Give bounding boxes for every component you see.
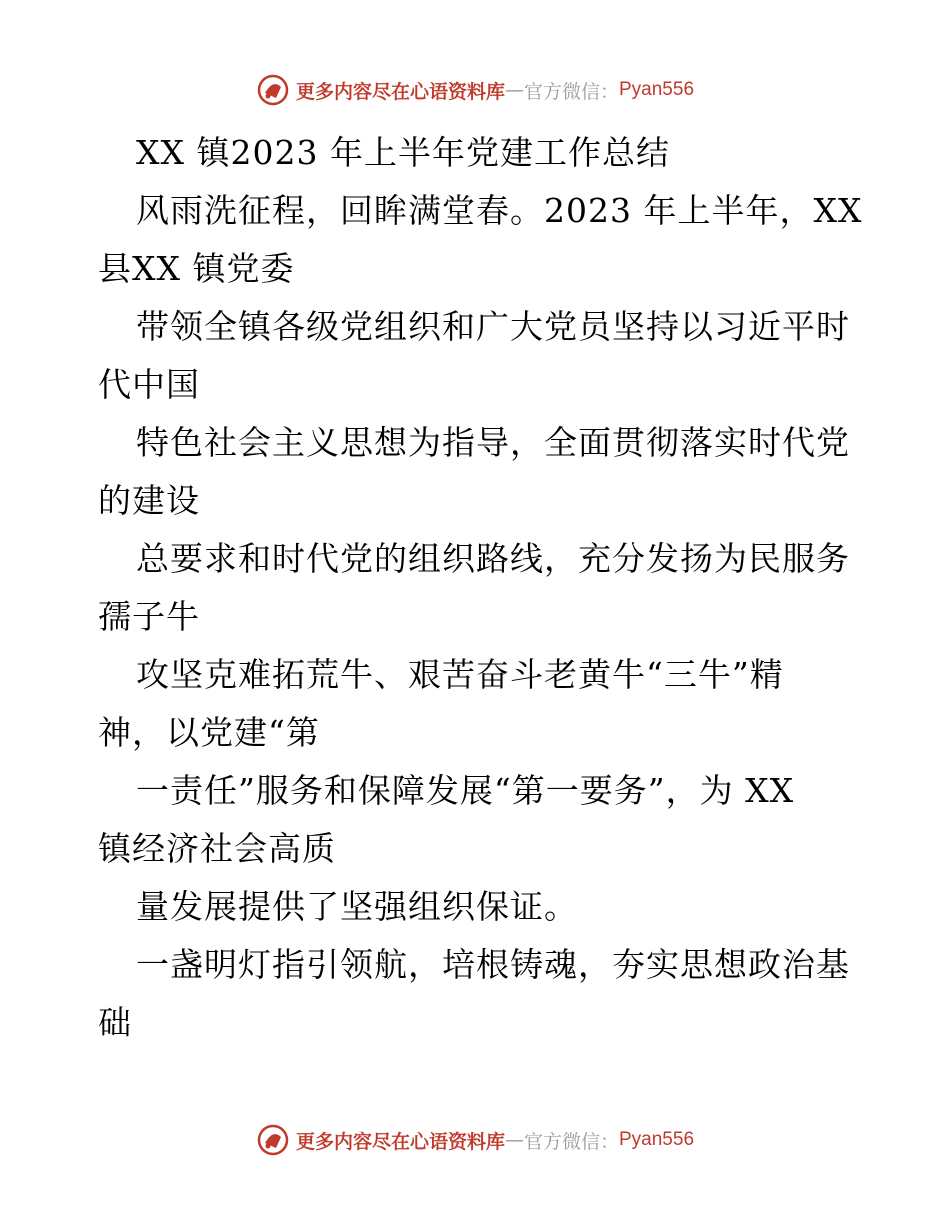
text-line: 镇经济社会高质 — [98, 829, 336, 868]
text-line: 的建设 — [98, 481, 200, 520]
logo-seal-icon — [256, 73, 290, 107]
logo-seal-icon — [256, 1123, 290, 1157]
footer-watermark — [0, 1120, 950, 1160]
text-line: 一盏明灯指引领航，培根铸魂，夯实思想政治基 — [136, 945, 850, 984]
text-line: 风雨洗征程，回眸满堂春。2023 年上半年，XX — [136, 191, 863, 230]
footer-wechat-id: Pyan556 — [619, 1129, 695, 1150]
text-line: 总要求和时代党的组织路线，充分发扬为民服务 — [136, 539, 850, 578]
text-line: 县XX 镇党委 — [98, 249, 295, 288]
footer-brand: 更多内容尽在心语资料库 — [295, 1130, 505, 1153]
text-line: 一责任”服务和保障发展“第一要务”，为 XX — [136, 771, 795, 810]
text-line: 孺子牛 — [98, 597, 200, 636]
footer-separator: — — [504, 1129, 524, 1151]
header-wechat-id: Pyan556 — [619, 79, 695, 100]
footer-wechat-label: 官方微信： — [523, 1130, 619, 1153]
text-line: 神，以党建“第 — [98, 713, 320, 752]
header-watermark — [0, 70, 950, 110]
document-body — [98, 124, 863, 1052]
document-title: XX 镇2023 年上半年党建工作总结 — [136, 133, 670, 172]
text-line: 攻坚克难拓荒牛、艰苦奋斗老黄牛“三牛”精 — [136, 655, 784, 694]
header-wechat-label: 官方微信： — [523, 80, 619, 103]
text-line: 代中国 — [98, 365, 200, 404]
header-separator: — — [504, 79, 524, 101]
text-line: 础 — [98, 1003, 132, 1042]
text-line: 特色社会主义思想为指导，全面贯彻落实时代党 — [136, 423, 850, 462]
header-brand: 更多内容尽在心语资料库 — [295, 80, 505, 103]
text-line: 量发展提供了坚强组织保证。 — [136, 887, 578, 926]
text-line: 带领全镇各级党组织和广大党员坚持以习近平时 — [136, 307, 850, 346]
